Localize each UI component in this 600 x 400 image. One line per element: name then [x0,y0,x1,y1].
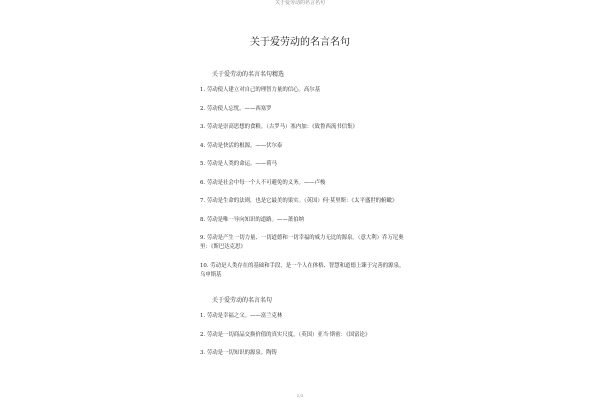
quote-item: 5. 劳动是人类的命运。——荷马 [200,161,277,167]
quote-item: 1. 劳动是幸福之父。——富兰克林 [200,313,283,319]
document-title: 关于爱劳动的名言名句 [250,37,350,48]
page-number: 1/3 [296,393,304,398]
quote-item: 7. 劳动是生命的法则，也是它最美的果实。（英国）何·莫里斯：《太平盛世的俯瞰》 [200,198,398,204]
quote-item: 1. 劳动使人建立对自己的理智力量的信心。高尔基 [200,87,321,93]
quote-item: 3. 劳动是一切知识的源泉。陶铸 [200,350,277,356]
quote-item: 2. 劳动是一切商品交换价值的真实尺度。（英国）亚当·斯密：《国富论》 [200,331,371,338]
section-heading: 关于爱劳动的名言名句 [212,297,273,304]
section-quotes-more [200,296,405,358]
section-heading: 关于爱劳动的名言名句精选 [212,71,285,78]
quote-item: 9. 劳动是产生一切力量、一切道德和一切幸福的威力无比的源泉。（意大利）乔万尼奥里：《斯巴达克思》 [200,235,404,250]
quote-item: 10. 劳动是人类存在的基础和手段，是一个人在体格、智慧和道德上臻于完善的源泉。乌申斯基 [200,262,405,278]
quote-item: 3. 劳动是崇高思想的食粮。（古罗马）塞内加：《致鲁西流书信集》 [200,124,358,130]
section-quotes-selected [200,70,405,280]
quote-item: 2. 劳动使人忘忧。——西塞罗 [200,105,272,112]
quote-item: 8. 劳动是唯一导向知识的道路。——萧伯纳 [200,216,304,223]
quote-item: 4. 劳动是快活的根源。——伏尔泰 [200,142,283,149]
quote-item: 6. 劳动是社会中每一个人不可避免的义务。——卢梭 [200,179,326,186]
running-header: 关于爱劳动的名言名句 [274,0,325,6]
